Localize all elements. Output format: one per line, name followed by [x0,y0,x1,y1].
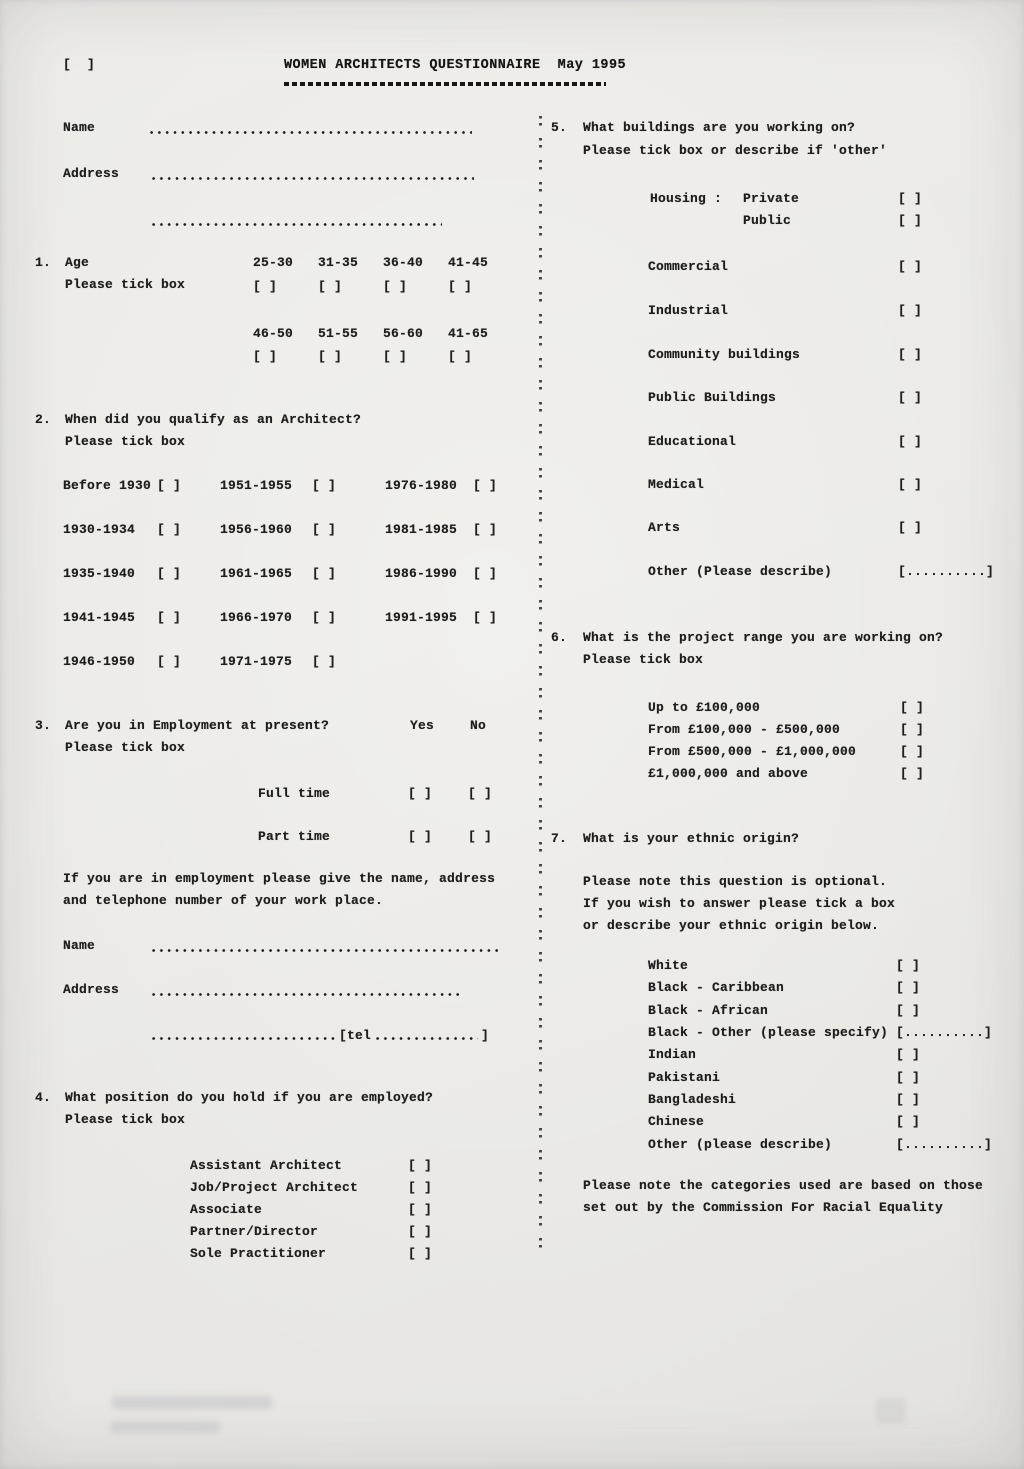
qualify-tick-box[interactable]: [ ] [312,610,337,625]
buildings-tick-box[interactable]: [ ] [898,390,923,405]
q5-subtitle: Please tick box or describe if 'other' [583,143,888,158]
q3-no-header: No [470,718,487,733]
q7-footer-line2: set out by the Commission For Racial Equality [583,1200,944,1215]
ethnic-describe-input[interactable]: [..........] [896,1137,993,1152]
ethnic-specify-input[interactable]: [..........] [896,1025,993,1040]
ethnic-tick-box[interactable]: [ ] [896,1092,921,1107]
position-option-label: Job/Project Architect [190,1180,359,1195]
workplace-note-line1: If you are in employment please give the name, address [63,871,496,886]
qualify-tick-box[interactable]: [ ] [312,654,337,669]
qualify-year-label: 1971-1975 [220,654,293,669]
buildings-tick-box[interactable]: [ ] [898,191,923,206]
housing-option-label: Public [743,213,792,228]
tel-bracket-close: ] [481,1028,490,1043]
q7-number: 7. [551,831,568,846]
buildings-tick-box[interactable]: [ ] [898,347,923,362]
age-range-label: 31-35 [318,255,359,270]
ethnic-tick-box[interactable]: [ ] [896,980,921,995]
ethnic-tick-box[interactable]: [ ] [896,1114,921,1129]
address-input-line[interactable] [152,176,474,181]
qualify-year-label: 1981-1985 [385,522,458,537]
age-tick-box[interactable]: [ ] [383,279,408,294]
q3-subtitle: Please tick box [65,740,186,755]
q3-title: Are you in Employment at present? [65,718,330,733]
ethnic-option-label: Black - Caribbean [648,980,785,995]
qualify-year-label: 1976-1980 [385,478,458,493]
q7-footer-line1: Please note the categories used are based on those [583,1178,984,1193]
scan-smudge [112,1396,272,1409]
qualify-tick-box[interactable]: [ ] [473,610,498,625]
qualify-tick-box[interactable]: [ ] [312,522,337,537]
age-range-label: 41-65 [448,326,489,341]
q3-yes-header: Yes [410,718,435,733]
qualify-tick-box[interactable]: [ ] [157,478,182,493]
q4-title: What position do you hold if you are employed? [65,1090,434,1105]
buildings-tick-box[interactable]: [ ] [898,259,923,274]
work-address-label: Address [63,982,120,997]
scan-smudge [876,1398,906,1424]
ethnic-option-label: Black - African [648,1003,769,1018]
buildings-option-label: Educational [648,434,737,449]
age-range-label: 46-50 [253,326,294,341]
project-range-tick-box[interactable]: [ ] [900,744,925,759]
project-range-option-label: £1,000,000 and above [648,766,809,781]
ethnic-tick-box[interactable]: [ ] [896,1070,921,1085]
ethnic-option-label: Bangladeshi [648,1092,737,1107]
qualify-year-label: 1956-1960 [220,522,293,537]
qualify-tick-box[interactable]: [ ] [157,566,182,581]
employment-tick-box[interactable]: [ ] [468,786,493,801]
tel-bracket-label: [tel [339,1028,372,1043]
title-underline [284,82,606,86]
project-range-option-label: Up to £100,000 [648,700,761,715]
position-option-label: Partner/Director [190,1224,319,1239]
position-option-label: Associate [190,1202,263,1217]
work-address-input-line-2[interactable] [152,1036,336,1041]
project-range-option-label: From £100,000 - £500,000 [648,722,841,737]
qualify-year-label: 1991-1995 [385,610,458,625]
column-divider [539,116,542,1256]
corner-mark: [ ] [63,57,96,72]
ethnic-tick-box[interactable]: [ ] [896,958,921,973]
project-range-tick-box[interactable]: [ ] [900,722,925,737]
buildings-other-input[interactable]: [..........] [898,564,995,579]
ethnic-option-label: Pakistani [648,1070,721,1085]
employment-tick-box[interactable]: [ ] [468,829,493,844]
qualify-tick-box[interactable]: [ ] [312,566,337,581]
age-tick-box[interactable]: [ ] [253,349,278,364]
name-label: Name [63,120,96,135]
age-range-label: 56-60 [383,326,424,341]
employment-option-label: Full time [258,786,331,801]
qualify-tick-box[interactable]: [ ] [473,566,498,581]
age-range-label: 41-45 [448,255,489,270]
qualify-year-label: 1951-1955 [220,478,293,493]
qualify-year-label: 1961-1965 [220,566,293,581]
q3-number: 3. [35,718,52,733]
age-range-label: 25-30 [253,255,294,270]
buildings-option-label: Public Buildings [648,390,777,405]
ethnic-tick-box[interactable]: [ ] [896,1047,921,1062]
qualify-tick-box[interactable]: [ ] [157,522,182,537]
buildings-tick-box[interactable]: [ ] [898,213,923,228]
q2-title: When did you qualify as an Architect? [65,412,362,427]
q6-subtitle: Please tick box [583,652,704,667]
buildings-option-label: Commercial [648,259,729,274]
buildings-tick-box[interactable]: [ ] [898,520,923,535]
ethnic-option-label: Black - Other (please specify) [648,1025,889,1040]
qualify-year-label: 1946-1950 [63,654,136,669]
qualify-year-label: 1986-1990 [385,566,458,581]
work-address-input-line[interactable] [152,992,462,997]
qualify-year-label: 1935-1940 [63,566,136,581]
q7-title: What is your ethnic origin? [583,831,800,846]
q5-title: What buildings are you working on? [583,120,856,135]
ethnic-option-label: Chinese [648,1114,705,1129]
position-option-label: Assistant Architect [190,1158,343,1173]
age-tick-box[interactable]: [ ] [448,279,473,294]
q6-number: 6. [551,630,568,645]
employment-option-label: Part time [258,829,331,844]
age-tick-box[interactable]: [ ] [448,349,473,364]
age-range-label: 36-40 [383,255,424,270]
position-tick-box[interactable]: [ ] [408,1224,433,1239]
ethnic-option-label: Other (please describe) [648,1137,833,1152]
q6-title: What is the project range you are working on? [583,630,944,645]
qualify-tick-box[interactable]: [ ] [473,478,498,493]
q7-note-line: If you wish to answer please tick a box [583,896,896,911]
ethnic-tick-box[interactable]: [ ] [896,1003,921,1018]
qualify-tick-box[interactable]: [ ] [157,654,182,669]
buildings-option-label: Medical [648,477,705,492]
project-range-tick-box[interactable]: [ ] [900,700,925,715]
buildings-option-label: Community buildings [648,347,801,362]
qualify-tick-box[interactable]: [ ] [312,478,337,493]
name-input-line[interactable] [150,130,472,135]
q1-title: Age [65,255,90,270]
position-option-label: Sole Practitioner [190,1246,327,1261]
age-tick-box[interactable]: [ ] [318,279,343,294]
tel-input-line[interactable] [376,1036,478,1041]
position-tick-box[interactable]: [ ] [408,1158,433,1173]
buildings-tick-box[interactable]: [ ] [898,303,923,318]
employment-tick-box[interactable]: [ ] [408,786,433,801]
qualify-year-label: Before 1930 [63,478,152,493]
project-range-option-label: From £500,000 - £1,000,000 [648,744,857,759]
page-title: WOMEN ARCHITECTS QUESTIONNAIRE May 1995 [284,58,627,73]
q4-number: 4. [35,1090,52,1105]
housing-option-label: Private [743,191,800,206]
age-tick-box[interactable]: [ ] [253,279,278,294]
q1-subtitle: Please tick box [65,277,186,292]
qualify-tick-box[interactable]: [ ] [157,610,182,625]
age-range-label: 51-55 [318,326,359,341]
q4-subtitle: Please tick box [65,1112,186,1127]
employment-tick-box[interactable]: [ ] [408,829,433,844]
ethnic-option-label: Indian [648,1047,697,1062]
buildings-tick-box[interactable]: [ ] [898,434,923,449]
buildings-option-label: Industrial [648,303,729,318]
age-tick-box[interactable]: [ ] [318,349,343,364]
buildings-other-label: Other (Please describe) [648,564,833,579]
q1-number: 1. [35,255,52,270]
age-tick-box[interactable]: [ ] [383,349,408,364]
address-label: Address [63,166,120,181]
position-tick-box[interactable]: [ ] [408,1180,433,1195]
project-range-tick-box[interactable]: [ ] [900,766,925,781]
scan-smudge [110,1421,220,1433]
address-input-line-2[interactable] [152,222,442,227]
buildings-tick-box[interactable]: [ ] [898,477,923,492]
qualify-tick-box[interactable]: [ ] [473,522,498,537]
qualify-year-label: 1930-1934 [63,522,136,537]
work-name-input-line[interactable] [152,948,502,953]
q7-note-line: Please note this question is optional. [583,874,888,889]
buildings-option-label: Arts [648,520,681,535]
q2-subtitle: Please tick box [65,434,186,449]
workplace-note-line2: and telephone number of your work place. [63,893,384,908]
position-tick-box[interactable]: [ ] [408,1246,433,1261]
q2-number: 2. [35,412,52,427]
qualify-year-label: 1941-1945 [63,610,136,625]
q5-number: 5. [551,120,568,135]
qualify-year-label: 1966-1970 [220,610,293,625]
housing-label: Housing : [650,191,723,206]
ethnic-option-label: White [648,958,689,973]
work-name-label: Name [63,938,96,953]
position-tick-box[interactable]: [ ] [408,1202,433,1217]
q7-note-line: or describe your ethnic origin below. [583,918,880,933]
